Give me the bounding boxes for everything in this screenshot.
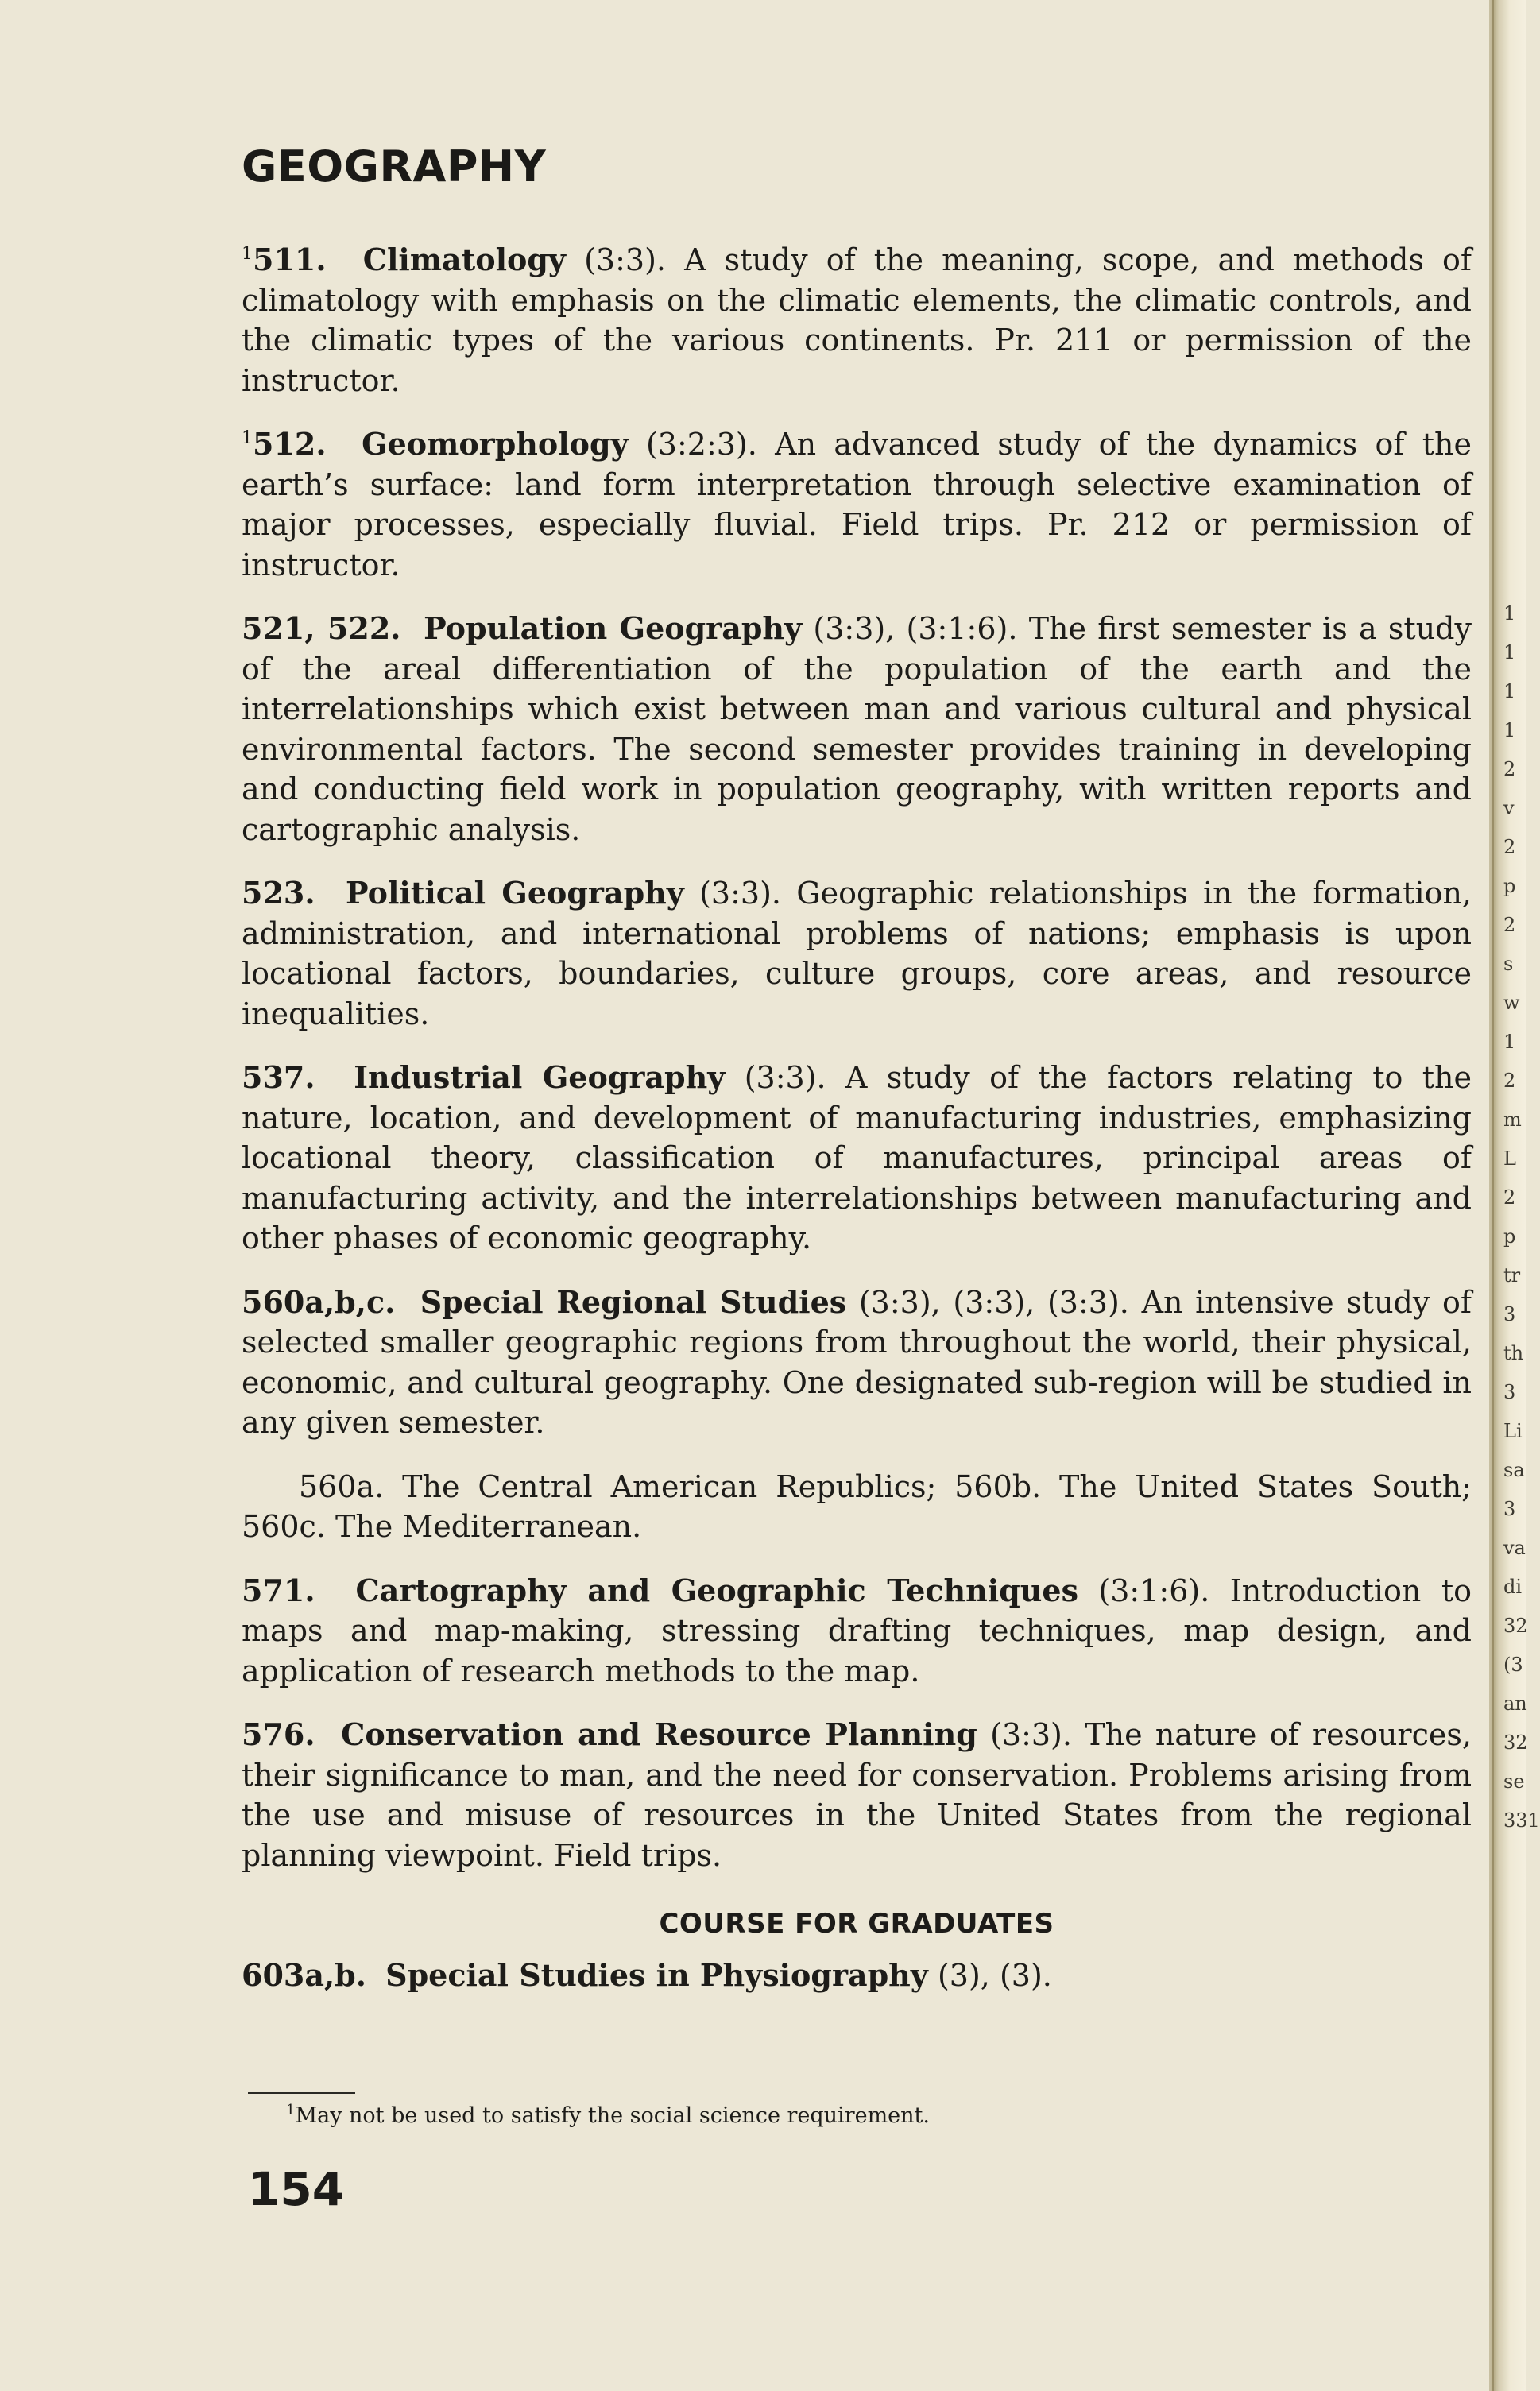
bleed-fragment: (3 [1503,1654,1523,1676]
bleed-fragment: L [1503,1147,1516,1170]
bleed-fragment: p [1503,875,1516,897]
bleed-fragment: an [1503,1693,1527,1715]
bleed-fragment: 2 [1503,914,1516,936]
course-entry [242,1571,1472,1692]
course-credits: (3:2:3). [645,427,757,462]
bleed-fragment: 3 [1503,1498,1516,1520]
course-entry [242,1956,1472,1996]
course-number: 603a,b. [242,1956,366,1993]
bleed-fragment: 2 [1503,836,1516,858]
course-title: Cartography and Geographic Techniques [355,1572,1078,1608]
course-title: Special Studies in Physiography [385,1956,928,1993]
bleed-fragment: 2 [1503,758,1516,780]
course-number: 511. [253,242,327,277]
course-title: Conservation and Resource Planning [341,1716,977,1752]
course-entry [242,609,1472,849]
course-entry [242,240,1472,400]
course-credits: (3:3). [699,876,781,911]
course-credits: (3), (3). [937,1957,1052,1993]
bleed-fragment: s [1503,953,1514,975]
section-subheading: COURSE FOR GRADUATES [659,1908,1054,1940]
course-title: Special Regional Studies [420,1283,847,1320]
bleed-fragment: 2 [1503,1186,1516,1209]
course-number: 537. [242,1059,315,1095]
course-description: Introduction to maps and map-making, stressing drafting techniques, map design, and application of research methods to the map. [242,1573,1472,1689]
bleed-fragment: 3 [1503,1303,1516,1325]
course-entry [242,1715,1472,1875]
course-number: 571. [242,1572,315,1608]
footnote-rule [248,2092,355,2094]
bleed-fragment: 1 [1503,680,1516,702]
bleed-fragment: th [1503,1342,1524,1364]
course-description: A study of the factors relating to the nature, location, and development of manufacturing industries, emphasizing locational theory, classification of manufactures, principal areas of manufacturing activity, and the interrelationships between manufacturing and other phases of economic geography. [242,1060,1472,1255]
course-credits: (3:3). [990,1717,1072,1752]
bleed-fragment: 1 [1503,719,1516,741]
bleed-fragment: 3 [1503,1381,1516,1403]
course-number: 512. [253,426,327,462]
course-credits: (3:3), (3:1:6). [813,611,1018,646]
course-credits: (3:3). [744,1060,826,1095]
bleed-fragment: 32 [1503,1731,1528,1754]
course-number: 521, 522. [242,610,401,646]
course-entry [242,1283,1472,1443]
page-number: 154 [248,2162,345,2216]
regions-note: 560a. The Central American Republics; 560b. The United States South; 560c. The Mediterranean. [242,1468,1472,1544]
bleed-fragment: m [1503,1108,1522,1131]
course-title: Climatology [362,242,567,277]
course-credits: (3:3). [584,242,666,277]
course-entry [242,1058,1472,1259]
course-description: Geographic relationships in the formation, administration, and international problems of nations; emphasis is upon locational factors, boundaries, culture groups, core areas, and resource inequalities. [242,876,1472,1031]
bleed-fragment: 331 [1503,1809,1540,1832]
bleed-fragment: tr [1503,1264,1521,1286]
bleed-fragment: 2 [1503,1070,1516,1092]
course-description: A study of the meaning, scope, and methods of climatology with emphasis on the climatic elements, the climatic controls, and the climatic types of the various continents. Pr. 211 or permission of the instructor. [242,242,1472,398]
course-title: Population Geography [424,610,803,646]
gutter-edge-line [1492,0,1494,2391]
page-heading: GEOGRAPHY [242,141,547,192]
bleed-fragment: 32 [1503,1615,1528,1637]
course-entry [242,424,1472,585]
course-title: Political Geography [346,875,684,911]
bleed-fragment: va [1503,1537,1526,1559]
course-description: An advanced study of the dynamics of the earth’s surface: land form interpretation through selective examination of major processes, especially fluvial. Field trips. Pr. 212 or permission of instructor. [242,427,1472,582]
course-description: The nature of resources, their significance to man, and the need for conservation. Problems arising from the use and misuse of resources in the United States from the regional planning viewpoint. Field trips. [242,1717,1472,1873]
footnote-marker: 1 [286,2102,296,2118]
bleed-fragment: w [1503,992,1520,1014]
footnote [286,2102,930,2130]
course-title: Industrial Geography [354,1059,726,1095]
course-number: 576. [242,1716,315,1752]
course-credits: (3:3), (3:3), (3:3). [858,1284,1129,1320]
course-number: 560a,b,c. [242,1283,396,1320]
course-entry [242,873,1472,1034]
bleed-fragment: 1 [1503,1031,1516,1053]
bleed-fragment: v [1503,797,1515,819]
footnote-marker: 1 [242,244,253,264]
course-list [242,240,1472,2019]
course-credits: (3:1:6). [1098,1573,1210,1608]
course-title: Geomorphology [362,426,629,462]
bleed-fragment: Li [1503,1420,1523,1442]
course-description: An intensive study of selected smaller geographic regions from throughout the world, their physical, economic, and cultural geography. One designated sub-region will be studied in any given semester. [242,1284,1472,1440]
course-description: The first semester is a study of the areal differentiation of the population of the earth and the interrelationships which exist between man and various cultural and physical environmental factors. The second semester provides training in developing and conducting field work in population geography, with written reports and cartographic analysis. [242,611,1472,847]
bleed-fragment: p [1503,1225,1516,1248]
bleed-fragment: di [1503,1576,1523,1598]
bleed-fragment: 1 [1503,641,1516,664]
bleed-fragment: sa [1503,1459,1525,1481]
course-number: 523. [242,875,315,911]
footnote-marker: 1 [242,428,253,448]
footnote-text: May not be used to satisfy the social science requirement. [295,2103,930,2128]
bleed-fragment: se [1503,1770,1525,1793]
bleed-fragment: 1 [1503,602,1516,625]
